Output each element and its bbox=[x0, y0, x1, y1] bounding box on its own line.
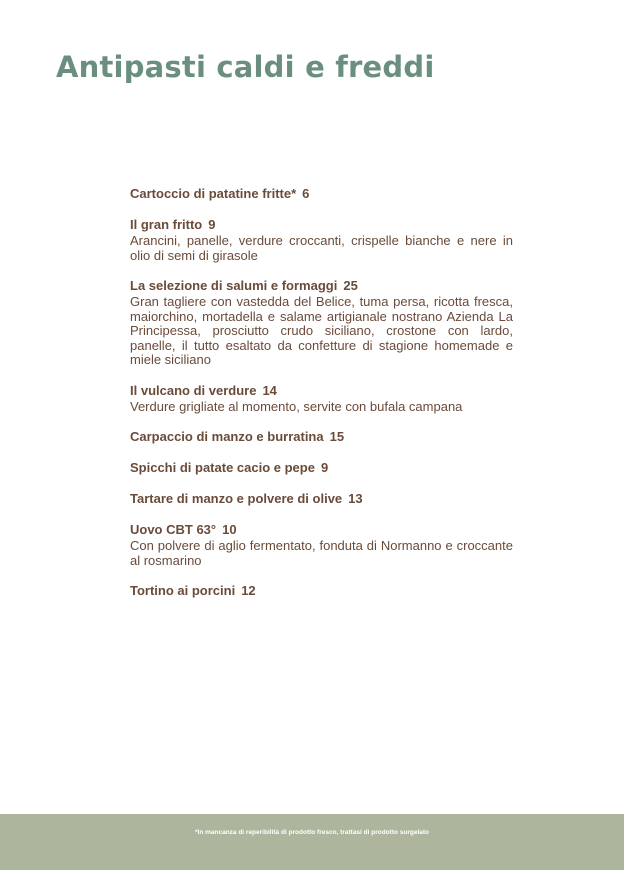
item-price: 25 bbox=[343, 278, 358, 293]
item-name: Il vulcano di verdure bbox=[130, 382, 257, 398]
item-head bbox=[130, 278, 513, 294]
menu-list bbox=[130, 186, 513, 614]
item-name: La selezione di salumi e formaggi bbox=[130, 278, 338, 293]
item-description: Con polvere di aglio fermentato, fonduta di Normanno e croccante al rosmarino bbox=[130, 538, 513, 568]
menu-item bbox=[130, 383, 513, 415]
menu-item bbox=[130, 460, 513, 476]
item-name: Tortino ai porcini bbox=[130, 583, 236, 598]
item-head bbox=[130, 522, 513, 538]
item-head bbox=[130, 583, 513, 599]
item-name: Il gran fritto bbox=[130, 217, 203, 232]
item-price: 9 bbox=[320, 460, 329, 475]
menu-item bbox=[130, 429, 513, 445]
item-name: Tartare di manzo e polvere di olive bbox=[130, 491, 343, 506]
page-title: Antipasti caldi e freddi bbox=[56, 50, 435, 84]
item-name: Cartoccio di patatine fritte* bbox=[130, 186, 297, 201]
item-head bbox=[130, 491, 513, 507]
item-head bbox=[130, 460, 513, 476]
menu-item bbox=[130, 522, 513, 568]
item-name: Spicchi di patate cacio e pepe bbox=[130, 460, 315, 475]
item-price: 14 bbox=[262, 382, 277, 398]
item-head bbox=[130, 429, 513, 445]
menu-item bbox=[130, 278, 513, 368]
item-price: 10 bbox=[222, 522, 237, 537]
item-price: 9 bbox=[208, 217, 216, 232]
item-description: Verdure grigliate al momento, servite con bufala campana bbox=[130, 398, 463, 414]
item-description: Arancini, panelle, verdure croccanti, crispelle bianche e nere in olio di semi di girasole bbox=[130, 233, 513, 263]
item-price: 6 bbox=[302, 186, 310, 201]
item-head bbox=[130, 383, 513, 399]
menu-item bbox=[130, 186, 513, 202]
item-head bbox=[130, 186, 513, 202]
menu-item bbox=[130, 217, 513, 263]
item-price: 12 bbox=[241, 583, 256, 598]
item-name: Uovo CBT 63° bbox=[130, 522, 217, 537]
menu-item bbox=[130, 583, 513, 599]
item-name: Carpaccio di manzo e burratina bbox=[130, 429, 324, 444]
menu-item bbox=[130, 491, 513, 507]
item-description: Gran tagliere con vastedda del Belice, tuma persa, ricotta fresca, maiorchino, mortadella e salame artigianale nostrano Azienda La Principessa, prosciutto crudo siciliano, crostone con lardo, panelle, il tutto esaltato da confetture di stagione homemade e miele siciliano bbox=[130, 294, 513, 367]
item-head bbox=[130, 217, 513, 233]
footer-band bbox=[0, 814, 624, 870]
item-price: 15 bbox=[329, 429, 345, 444]
item-price: 13 bbox=[348, 491, 363, 506]
footer-note: *In mancanza di reperibilità di prodotto fresco, trattasi di prodotto surgelato bbox=[194, 829, 430, 836]
